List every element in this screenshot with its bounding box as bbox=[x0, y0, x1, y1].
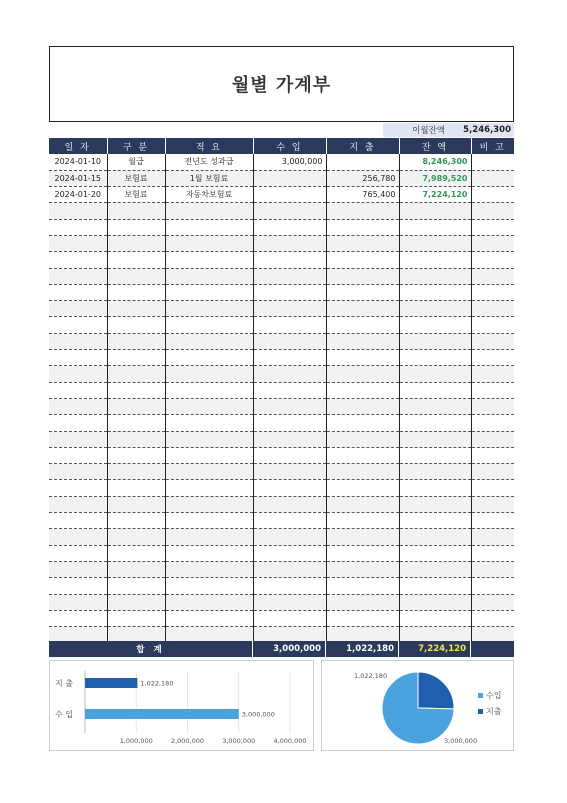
cell-balance[interactable] bbox=[399, 284, 471, 300]
cell-balance[interactable] bbox=[399, 464, 471, 480]
table-row[interactable] bbox=[49, 594, 514, 610]
title-box bbox=[49, 46, 514, 122]
cell-expense[interactable] bbox=[326, 529, 399, 545]
cell-description[interactable] bbox=[165, 350, 253, 366]
cell-expense[interactable] bbox=[326, 578, 399, 594]
cell-balance[interactable] bbox=[399, 398, 471, 414]
cell-expense[interactable] bbox=[326, 480, 399, 496]
table-row[interactable] bbox=[49, 464, 514, 480]
cell-date[interactable] bbox=[49, 284, 107, 300]
cell-expense[interactable] bbox=[326, 464, 399, 480]
cell-date[interactable] bbox=[49, 333, 107, 349]
cell-balance[interactable] bbox=[399, 268, 471, 284]
cell-note[interactable] bbox=[471, 513, 514, 529]
cell-income[interactable] bbox=[253, 480, 326, 496]
cell-income[interactable] bbox=[253, 561, 326, 577]
table-row[interactable] bbox=[49, 496, 514, 512]
cell-note[interactable] bbox=[471, 350, 514, 366]
cell-category[interactable] bbox=[107, 610, 165, 626]
cell-date[interactable] bbox=[49, 480, 107, 496]
cell-date[interactable] bbox=[49, 235, 107, 251]
cell-balance[interactable] bbox=[399, 301, 471, 317]
page-title: 월별 가계부 bbox=[231, 75, 332, 96]
cell-balance[interactable] bbox=[399, 496, 471, 512]
table-row[interactable] bbox=[49, 431, 514, 447]
cell-income[interactable] bbox=[253, 513, 326, 529]
cell-income[interactable] bbox=[253, 496, 326, 512]
table-row[interactable] bbox=[49, 480, 514, 496]
cell-income[interactable] bbox=[253, 578, 326, 594]
cell-date[interactable] bbox=[49, 301, 107, 317]
cell-income[interactable] bbox=[253, 415, 326, 431]
cell-description[interactable] bbox=[165, 317, 253, 333]
table-row[interactable] bbox=[49, 203, 514, 219]
cell-balance[interactable] bbox=[399, 561, 471, 577]
table-row[interactable] bbox=[49, 415, 514, 431]
cell-balance[interactable] bbox=[399, 447, 471, 463]
cell-note[interactable] bbox=[471, 464, 514, 480]
cell-expense[interactable] bbox=[326, 447, 399, 463]
cell-note[interactable] bbox=[471, 480, 514, 496]
cell-category[interactable] bbox=[107, 594, 165, 610]
header-category: 구 분 bbox=[107, 138, 165, 154]
cell-income[interactable] bbox=[253, 268, 326, 284]
cell-description[interactable]: 자동차보험료 bbox=[165, 187, 253, 203]
cell-note[interactable] bbox=[471, 333, 514, 349]
cell-description[interactable] bbox=[165, 382, 253, 398]
cell-balance[interactable] bbox=[399, 610, 471, 626]
carryover-value: 5,246,300 bbox=[463, 125, 511, 135]
cell-date[interactable] bbox=[49, 513, 107, 529]
cell-expense[interactable] bbox=[326, 284, 399, 300]
cell-expense[interactable] bbox=[326, 431, 399, 447]
cell-category[interactable] bbox=[107, 301, 165, 317]
cell-category[interactable] bbox=[107, 464, 165, 480]
pie-chart-box bbox=[321, 660, 514, 751]
data-label: 1,022,180 bbox=[354, 672, 388, 680]
legend-label: 수입 bbox=[486, 691, 502, 700]
cell-category[interactable] bbox=[107, 529, 165, 545]
cell-date[interactable] bbox=[49, 561, 107, 577]
cell-expense[interactable] bbox=[326, 268, 399, 284]
cell-category[interactable] bbox=[107, 268, 165, 284]
table-row[interactable] bbox=[49, 578, 514, 594]
cell-income[interactable] bbox=[253, 187, 326, 203]
cell-balance[interactable] bbox=[399, 415, 471, 431]
cell-date[interactable] bbox=[49, 366, 107, 382]
cell-category[interactable] bbox=[107, 333, 165, 349]
cell-expense[interactable] bbox=[326, 317, 399, 333]
cell-category[interactable] bbox=[107, 317, 165, 333]
cell-expense[interactable] bbox=[326, 594, 399, 610]
cell-balance[interactable] bbox=[399, 578, 471, 594]
cell-description[interactable] bbox=[165, 545, 253, 561]
header-description: 적 요 bbox=[165, 138, 253, 154]
table-row[interactable] bbox=[49, 219, 514, 235]
totals-note bbox=[471, 641, 514, 657]
cell-description[interactable] bbox=[165, 529, 253, 545]
cell-income[interactable] bbox=[253, 284, 326, 300]
cell-note[interactable] bbox=[471, 529, 514, 545]
pie-chart bbox=[322, 661, 515, 752]
cell-description[interactable] bbox=[165, 415, 253, 431]
cell-note[interactable] bbox=[471, 496, 514, 512]
header-expense: 지 출 bbox=[326, 138, 399, 154]
table-row[interactable] bbox=[49, 268, 514, 284]
cell-expense[interactable] bbox=[326, 610, 399, 626]
bar bbox=[85, 709, 239, 719]
cell-balance[interactable] bbox=[399, 382, 471, 398]
table-row[interactable] bbox=[49, 187, 514, 203]
cell-note[interactable] bbox=[471, 301, 514, 317]
table-row[interactable] bbox=[49, 529, 514, 545]
cell-note[interactable] bbox=[471, 252, 514, 268]
cell-balance[interactable] bbox=[399, 203, 471, 219]
cell-date[interactable] bbox=[49, 610, 107, 626]
cell-balance[interactable] bbox=[399, 594, 471, 610]
cell-balance[interactable] bbox=[399, 317, 471, 333]
carryover-balance bbox=[383, 123, 514, 137]
cell-date[interactable] bbox=[49, 464, 107, 480]
cell-description[interactable] bbox=[165, 496, 253, 512]
cell-expense[interactable] bbox=[326, 513, 399, 529]
x-tick-label: 4,000,000 bbox=[273, 737, 307, 745]
cell-income[interactable] bbox=[253, 235, 326, 251]
totals-balance: 7,224,120 bbox=[399, 641, 471, 657]
bar-chart-box bbox=[49, 660, 314, 751]
cell-balance[interactable] bbox=[399, 513, 471, 529]
cell-income[interactable] bbox=[253, 398, 326, 414]
cell-note[interactable] bbox=[471, 235, 514, 251]
cell-date[interactable] bbox=[49, 578, 107, 594]
cell-expense[interactable] bbox=[326, 415, 399, 431]
table-row[interactable] bbox=[49, 301, 514, 317]
cell-balance[interactable] bbox=[399, 529, 471, 545]
cell-category[interactable] bbox=[107, 415, 165, 431]
cell-expense[interactable] bbox=[326, 333, 399, 349]
cell-income[interactable] bbox=[253, 170, 326, 186]
cell-description[interactable] bbox=[165, 480, 253, 496]
cell-expense[interactable] bbox=[326, 496, 399, 512]
cell-category[interactable] bbox=[107, 447, 165, 463]
cell-category[interactable] bbox=[107, 578, 165, 594]
cell-balance[interactable] bbox=[399, 545, 471, 561]
cell-date[interactable] bbox=[49, 415, 107, 431]
ledger-table bbox=[49, 138, 514, 643]
cell-note[interactable] bbox=[471, 431, 514, 447]
cell-note[interactable] bbox=[471, 203, 514, 219]
cell-note[interactable] bbox=[471, 561, 514, 577]
cell-description[interactable] bbox=[165, 235, 253, 251]
legend-swatch bbox=[478, 709, 483, 714]
cell-expense[interactable] bbox=[326, 366, 399, 382]
y-tick-label: 수 입 bbox=[55, 710, 73, 719]
cell-date[interactable]: 2024-01-20 bbox=[49, 187, 107, 203]
cell-expense[interactable] bbox=[326, 154, 399, 170]
table-row[interactable] bbox=[49, 284, 514, 300]
table-row[interactable] bbox=[49, 447, 514, 463]
cell-expense[interactable]: 765,400 bbox=[326, 187, 399, 203]
cell-description[interactable] bbox=[165, 252, 253, 268]
header-balance: 잔 액 bbox=[399, 138, 471, 154]
cell-expense[interactable]: 256,780 bbox=[326, 170, 399, 186]
x-tick-label: 1,000,000 bbox=[119, 737, 153, 745]
cell-income[interactable] bbox=[253, 333, 326, 349]
cell-date[interactable] bbox=[49, 496, 107, 512]
cell-income[interactable] bbox=[253, 464, 326, 480]
cell-balance[interactable]: 7,989,520 bbox=[399, 170, 471, 186]
table-row[interactable] bbox=[49, 610, 514, 626]
y-tick-label: 지 출 bbox=[55, 679, 73, 688]
cell-description[interactable] bbox=[165, 610, 253, 626]
cell-note[interactable] bbox=[471, 154, 514, 170]
cell-balance[interactable] bbox=[399, 235, 471, 251]
cell-balance[interactable] bbox=[399, 431, 471, 447]
table-row[interactable] bbox=[49, 366, 514, 382]
cell-category[interactable]: 보험료 bbox=[107, 187, 165, 203]
cell-date[interactable] bbox=[49, 447, 107, 463]
table-row[interactable] bbox=[49, 317, 514, 333]
header-date: 일 자 bbox=[49, 138, 107, 154]
cell-description[interactable] bbox=[165, 464, 253, 480]
table-row[interactable] bbox=[49, 545, 514, 561]
cell-description[interactable] bbox=[165, 203, 253, 219]
header-note: 비 고 bbox=[471, 138, 514, 154]
ledger-body bbox=[49, 154, 514, 643]
cell-description[interactable] bbox=[165, 431, 253, 447]
cell-income[interactable] bbox=[253, 594, 326, 610]
cell-expense[interactable] bbox=[326, 382, 399, 398]
cell-category[interactable] bbox=[107, 513, 165, 529]
table-row[interactable] bbox=[49, 513, 514, 529]
cell-income[interactable] bbox=[253, 545, 326, 561]
cell-category[interactable] bbox=[107, 350, 165, 366]
cell-balance[interactable]: 7,224,120 bbox=[399, 187, 471, 203]
cell-note[interactable] bbox=[471, 447, 514, 463]
cell-income[interactable] bbox=[253, 447, 326, 463]
data-label: 1,022,180 bbox=[140, 679, 174, 688]
cell-category[interactable] bbox=[107, 545, 165, 561]
data-label: 3,000,000 bbox=[444, 737, 478, 745]
totals-expense: 1,022,180 bbox=[326, 641, 399, 657]
cell-note[interactable] bbox=[471, 578, 514, 594]
cell-description[interactable] bbox=[165, 513, 253, 529]
cell-expense[interactable] bbox=[326, 252, 399, 268]
cell-expense[interactable] bbox=[326, 545, 399, 561]
cell-balance[interactable] bbox=[399, 252, 471, 268]
cell-expense[interactable] bbox=[326, 561, 399, 577]
cell-date[interactable] bbox=[49, 203, 107, 219]
cell-note[interactable] bbox=[471, 170, 514, 186]
cell-description[interactable] bbox=[165, 333, 253, 349]
cell-income[interactable] bbox=[253, 366, 326, 382]
table-row[interactable] bbox=[49, 170, 514, 186]
cell-category[interactable] bbox=[107, 366, 165, 382]
cell-description[interactable] bbox=[165, 578, 253, 594]
cell-income[interactable] bbox=[253, 301, 326, 317]
cell-note[interactable] bbox=[471, 187, 514, 203]
cell-income[interactable]: 3,000,000 bbox=[253, 154, 326, 170]
header-income: 수 입 bbox=[253, 138, 326, 154]
carryover-label: 이월잔액 bbox=[412, 126, 445, 136]
table-row[interactable] bbox=[49, 350, 514, 366]
cell-date[interactable] bbox=[49, 382, 107, 398]
cell-expense[interactable] bbox=[326, 203, 399, 219]
totals-income: 3,000,000 bbox=[253, 641, 326, 657]
cell-date[interactable] bbox=[49, 545, 107, 561]
cell-category[interactable] bbox=[107, 235, 165, 251]
table-row[interactable] bbox=[49, 252, 514, 268]
cell-date[interactable]: 2024-01-15 bbox=[49, 170, 107, 186]
cell-balance[interactable] bbox=[399, 219, 471, 235]
cell-date[interactable] bbox=[49, 431, 107, 447]
cell-description[interactable] bbox=[165, 301, 253, 317]
cell-note[interactable] bbox=[471, 284, 514, 300]
table-row[interactable] bbox=[49, 154, 514, 170]
cell-description[interactable] bbox=[165, 561, 253, 577]
cell-date[interactable] bbox=[49, 594, 107, 610]
cell-description[interactable] bbox=[165, 366, 253, 382]
totals-row bbox=[49, 641, 514, 657]
cell-income[interactable] bbox=[253, 529, 326, 545]
cell-date[interactable] bbox=[49, 529, 107, 545]
cell-expense[interactable] bbox=[326, 219, 399, 235]
cell-date[interactable] bbox=[49, 350, 107, 366]
totals-label: 합 계 bbox=[49, 641, 253, 657]
table-row[interactable] bbox=[49, 333, 514, 349]
cell-balance[interactable] bbox=[399, 333, 471, 349]
cell-description[interactable] bbox=[165, 594, 253, 610]
cell-balance[interactable] bbox=[399, 350, 471, 366]
bar bbox=[85, 678, 137, 688]
cell-note[interactable] bbox=[471, 366, 514, 382]
cell-note[interactable] bbox=[471, 382, 514, 398]
cell-income[interactable] bbox=[253, 382, 326, 398]
cell-note[interactable] bbox=[471, 545, 514, 561]
cell-expense[interactable] bbox=[326, 350, 399, 366]
cell-category[interactable]: 보험료 bbox=[107, 170, 165, 186]
x-tick-label: 3,000,000 bbox=[222, 737, 256, 745]
cell-note[interactable] bbox=[471, 415, 514, 431]
cell-income[interactable] bbox=[253, 350, 326, 366]
cell-description[interactable] bbox=[165, 398, 253, 414]
x-tick-label: 2,000,000 bbox=[170, 737, 205, 745]
cell-category[interactable] bbox=[107, 480, 165, 496]
cell-category[interactable] bbox=[107, 382, 165, 398]
cell-note[interactable] bbox=[471, 317, 514, 333]
bar-chart bbox=[50, 661, 315, 752]
cell-expense[interactable] bbox=[326, 301, 399, 317]
cell-category[interactable] bbox=[107, 203, 165, 219]
cell-income[interactable] bbox=[253, 252, 326, 268]
cell-income[interactable] bbox=[253, 219, 326, 235]
cell-note[interactable] bbox=[471, 610, 514, 626]
cell-date[interactable] bbox=[49, 398, 107, 414]
cell-description[interactable] bbox=[165, 447, 253, 463]
cell-category[interactable] bbox=[107, 561, 165, 577]
cell-category[interactable] bbox=[107, 219, 165, 235]
cell-note[interactable] bbox=[471, 268, 514, 284]
table-row[interactable] bbox=[49, 561, 514, 577]
table-row[interactable] bbox=[49, 398, 514, 414]
cell-category[interactable] bbox=[107, 284, 165, 300]
cell-note[interactable] bbox=[471, 594, 514, 610]
cell-date[interactable] bbox=[49, 268, 107, 284]
cell-description[interactable]: 1월 보험료 bbox=[165, 170, 253, 186]
cell-description[interactable]: 전년도 성과급 bbox=[165, 154, 253, 170]
cell-description[interactable] bbox=[165, 219, 253, 235]
cell-category[interactable] bbox=[107, 496, 165, 512]
cell-income[interactable] bbox=[253, 431, 326, 447]
cell-category[interactable]: 월급 bbox=[107, 154, 165, 170]
pie-slice bbox=[418, 672, 454, 709]
cell-balance[interactable]: 8,246,300 bbox=[399, 154, 471, 170]
ledger-header-row bbox=[49, 138, 514, 154]
cell-date[interactable]: 2024-01-10 bbox=[49, 154, 107, 170]
cell-note[interactable] bbox=[471, 398, 514, 414]
cell-expense[interactable] bbox=[326, 398, 399, 414]
cell-category[interactable] bbox=[107, 252, 165, 268]
cell-income[interactable] bbox=[253, 610, 326, 626]
cell-category[interactable] bbox=[107, 398, 165, 414]
legend-swatch bbox=[478, 693, 483, 698]
cell-date[interactable] bbox=[49, 317, 107, 333]
legend-label: 지출 bbox=[486, 707, 502, 716]
cell-note[interactable] bbox=[471, 219, 514, 235]
cell-balance[interactable] bbox=[399, 366, 471, 382]
data-label: 3,000,000 bbox=[241, 710, 275, 719]
cell-balance[interactable] bbox=[399, 480, 471, 496]
cell-date[interactable] bbox=[49, 219, 107, 235]
cell-category[interactable] bbox=[107, 431, 165, 447]
table-row[interactable] bbox=[49, 382, 514, 398]
cell-description[interactable] bbox=[165, 284, 253, 300]
cell-date[interactable] bbox=[49, 252, 107, 268]
cell-expense[interactable] bbox=[326, 235, 399, 251]
cell-description[interactable] bbox=[165, 268, 253, 284]
cell-income[interactable] bbox=[253, 203, 326, 219]
table-row[interactable] bbox=[49, 235, 514, 251]
cell-income[interactable] bbox=[253, 317, 326, 333]
